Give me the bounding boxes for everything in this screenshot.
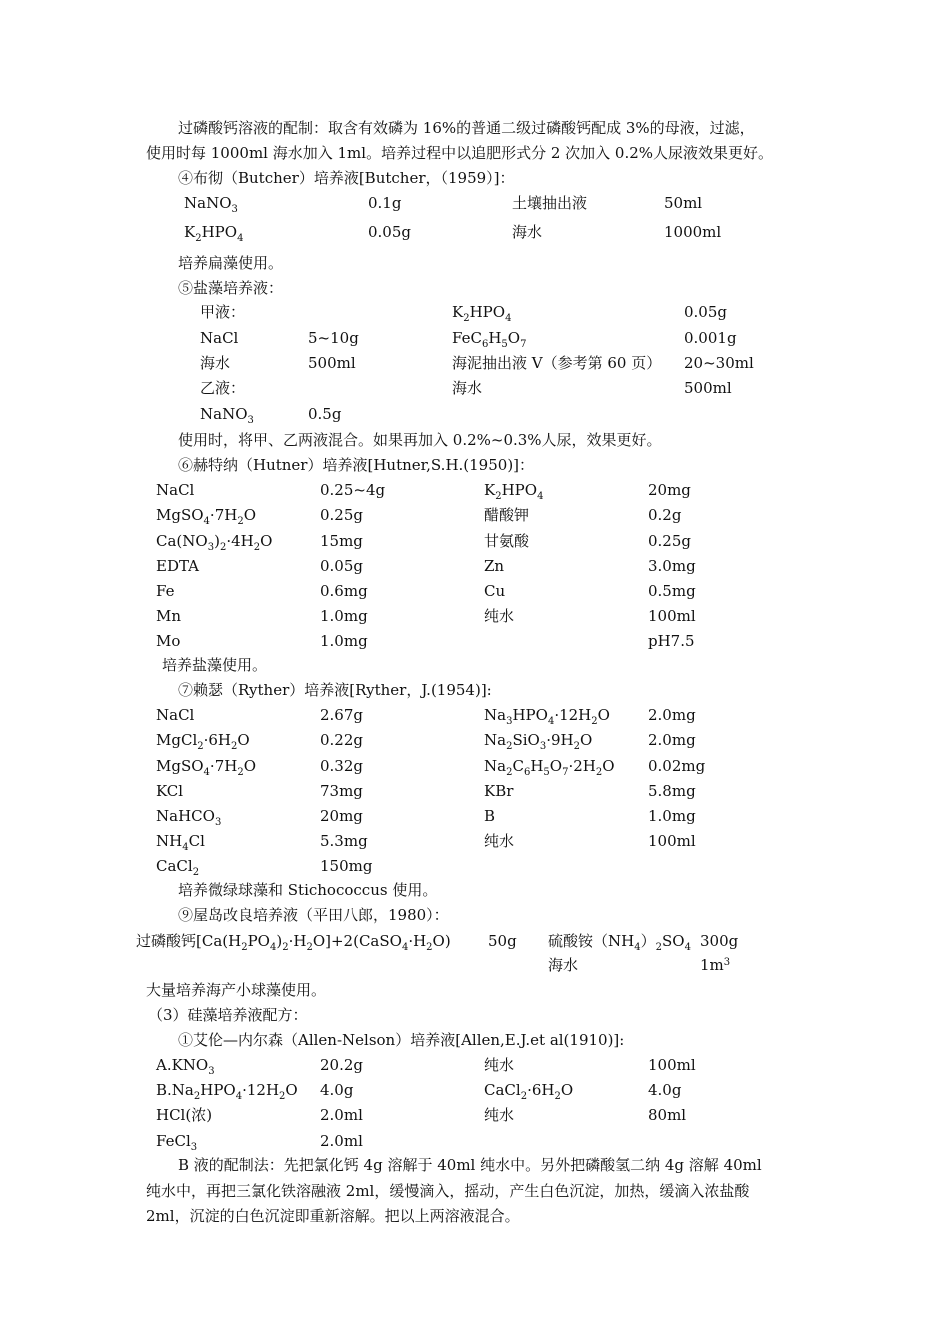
allen-hcl-value: 2.0ml [320,1106,363,1124]
salt-ferric-citrate-value: 0.001g [684,329,737,347]
salt-seawater-value: 500ml [308,354,356,372]
ryther-note: 培养微绿球藻和 Stichococcus 使用。 [178,881,438,899]
intro-line-2: 使用时每 1000ml 海水加入 1ml。培养过程中以追肥形式分 2 次加入 0.2%人尿液效果更好。 [146,144,774,162]
hutner-nacl-value: 0.25~4g [320,481,386,499]
hutner-glycine: 甘氨酸 [484,532,530,550]
hutner-mgso4-value: 0.25g [320,506,364,524]
salt-seawater-2-value: 500ml [684,379,732,397]
butcher-seawater-value: 1000ml [664,223,722,241]
hutner-zn-value: 3.0mg [648,557,696,575]
ryther-sodium-citrate: $Na_2C_6H_5O_7\cdot 2H_2O$ [484,757,615,778]
hutner-edta-value: 0.05g [320,557,364,575]
allen-nelson-title: ①艾伦—内尔森（Allen-Nelson）培养液[Allen,E.J.et al(1910)]: [178,1031,625,1049]
ryther-water: 纯水 [484,832,515,850]
ryther-na2sio3: $Na_2SiO_3\cdot 9H_2O$ [484,731,593,752]
salt-ferric-citrate: $FeC_6H_5O_7$ [452,329,527,350]
allen-cacl2-value: 4.0g [648,1081,682,1099]
hutner-acetate: 醋酸钾 [484,506,530,524]
ryther-kbr-value: 5.8mg [648,782,696,800]
allen-fecl3-value: 2.0ml [320,1132,363,1150]
hutner-fe: Fe [156,582,175,600]
butcher-k2hpo4-value: 0.05g [368,223,412,241]
allen-water-1: 纯水 [484,1056,515,1074]
salt-nacl-value: 5~10g [308,329,359,347]
hutner-mn: Mn [156,607,182,625]
hutner-fe-value: 0.6mg [320,582,368,600]
salt-title: ⑤盐藻培养液： [178,279,284,297]
allen-method-line-2: 纯水中，再把三氯化铁溶融液 2ml，缓慢滴入，摇动，产生白色沉淀，加热，缓滴入浓盐酸 [146,1182,750,1200]
hutner-mo: Mo [156,632,181,650]
hutner-edta: EDTA [156,557,199,575]
ryther-mgso4-value: 0.32g [320,757,364,775]
salt-seawater: 海水 [200,354,231,372]
hutner-k2hpo4-value: 20mg [648,481,691,499]
ryther-kcl-value: 73mg [320,782,363,800]
ryther-kcl: KCl [156,782,184,800]
salt-nacl: NaCl [200,329,239,347]
allen-hcl: HCl(浓) [156,1106,213,1124]
hutner-k2hpo4: $K_2HPO_4$ [484,481,544,502]
hutner-cu: Cu [484,582,506,600]
butcher-nano3-value: 0.1g [368,194,402,212]
salt-k2hpo4-value: 0.05g [684,303,728,321]
allen-a-kno3: $A.KNO_3$ [156,1056,215,1077]
butcher-seawater: 海水 [512,223,543,241]
ryther-na3hpo4: $Na_3HPO_4\cdot 12H_2O$ [484,706,610,727]
allen-b-na2hpo4-value: 4.0g [320,1081,354,1099]
allen-cacl2: $CaCl_2\cdot 6H_2O$ [484,1081,574,1102]
butcher-nano3: NaNO$_3$ [184,194,238,215]
salt-yi: 乙液： [200,379,246,397]
ryther-nh4cl-value: 5.3mg [320,832,368,850]
ryther-water-value: 100ml [648,832,696,850]
yashima-superphosphate: 过磷酸钙$[Ca(H_2PO_4)_2\cdot H_2O]+2(CaSO_4\cdot H_2O)$ [136,932,451,953]
intro-line-1: 过磷酸钙溶液的配制：取含有效磷为 16%的普通二级过磷酸钙配成 3%的母液，过滤， [178,119,755,137]
yashima-title: ⑨屋岛改良培养液（平田八郎，1980）： [178,906,449,924]
allen-fecl3: FeCl$_3$ [156,1132,198,1153]
allen-b-na2hpo4: $B.Na_2HPO_4\cdot 12H_2O$ [156,1081,298,1102]
ryther-nacl-value: 2.67g [320,706,364,724]
yashima-seawater: 海水 [548,956,579,974]
hutner-cu-value: 0.5mg [648,582,696,600]
ryther-mgcl2: $MgCl_2\cdot 6H_2O$ [156,731,250,752]
hutner-nacl: NaCl [156,481,195,499]
yashima-ammonium-sulfate: 硫酸铵$(NH_4)_2SO_4$ [548,932,691,953]
salt-jia: 甲液： [200,303,246,321]
diatom-title: （3）硅藻培养液配方： [148,1006,308,1024]
butcher-note: 培养扁藻使用。 [178,254,284,272]
butcher-k2hpo4: $K_2HPO_4$ [184,223,244,244]
hutner-water: 纯水 [484,607,515,625]
allen-water-2-value: 80ml [648,1106,687,1124]
ryther-nh4cl: $NH_4Cl$ [156,832,205,853]
yashima-ammonium-sulfate-value: 300g [700,932,739,950]
hutner-calcium-nitrate: $Ca(NO_3)_2\cdot 4H_2O$ [156,532,273,553]
butcher-soil-extract-value: 50ml [664,194,703,212]
ryther-mgcl2-value: 0.22g [320,731,364,749]
ryther-sodium-citrate-value: 0.02mg [648,757,706,775]
hutner-mn-value: 1.0mg [320,607,368,625]
yashima-seawater-value: $1m^3$ [700,956,731,974]
hutner-calcium-nitrate-value: 15mg [320,532,363,550]
ryther-na2sio3-value: 2.0mg [648,731,696,749]
allen-a-kno3-value: 20.2g [320,1056,364,1074]
hutner-zn: Zn [484,557,505,575]
salt-nano3: NaNO$_3$ [200,405,254,426]
allen-method-line-3: 2ml，沉淀的白色沉淀即重新溶解。把以上两溶液混合。 [146,1207,520,1225]
salt-note: 使用时，将甲、乙两液混合。如果再加入 0.2%~0.3%人尿，效果更好。 [178,431,662,449]
ryther-cacl2: CaCl$_2$ [156,857,200,878]
allen-water-2: 纯水 [484,1106,515,1124]
hutner-mgso4: $MgSO_4\cdot 7H_2O$ [156,506,257,527]
yashima-note: 大量培养海产小球藻使用。 [146,981,327,999]
ryther-b-value: 1.0mg [648,807,696,825]
ryther-nahco3: NaHCO$_3$ [156,807,222,828]
ryther-nacl: NaCl [156,706,195,724]
hutner-water-value: 100ml [648,607,696,625]
butcher-title: ④布彻（Butcher）培养液[Butcher，（1959）]： [178,169,515,187]
allen-method-line-1: B 液的配制法：先把氯化钙 4g 溶解于 40ml 纯水中。另外把磷酸氢二纳 4g 溶解 40ml [178,1156,762,1174]
hutner-glycine-value: 0.25g [648,532,692,550]
yashima-superphosphate-value: 50g [488,932,517,950]
hutner-acetate-value: 0.2g [648,506,682,524]
ryther-nahco3-value: 20mg [320,807,363,825]
ryther-kbr: KBr [484,782,514,800]
salt-mud-extract-value: 20~30ml [684,354,754,372]
ryther-mgso4: $MgSO_4\cdot 7H_2O$ [156,757,257,778]
hutner-note: 培养盐藻使用。 [162,656,268,674]
butcher-soil-extract: 土壤抽出液 [512,194,588,212]
salt-nano3-value: 0.5g [308,405,342,423]
hutner-ph: pH7.5 [648,632,695,650]
salt-mud-extract: 海泥抽出液 V（参考第 60 页） [452,354,662,372]
ryther-title: ⑦赖瑟（Ryther）培养液[Ryther，J.(1954)]: [178,681,492,699]
allen-water-1-value: 100ml [648,1056,696,1074]
ryther-na3hpo4-value: 2.0mg [648,706,696,724]
salt-k2hpo4: $K_2HPO_4$ [452,303,512,324]
hutner-mo-value: 1.0mg [320,632,368,650]
ryther-b: B [484,807,496,825]
salt-seawater-2: 海水 [452,379,483,397]
hutner-title: ⑥赫特纳（Hutner）培养液[Hutner,S.H.(1950)]： [178,456,535,474]
ryther-cacl2-value: 150mg [320,857,373,875]
